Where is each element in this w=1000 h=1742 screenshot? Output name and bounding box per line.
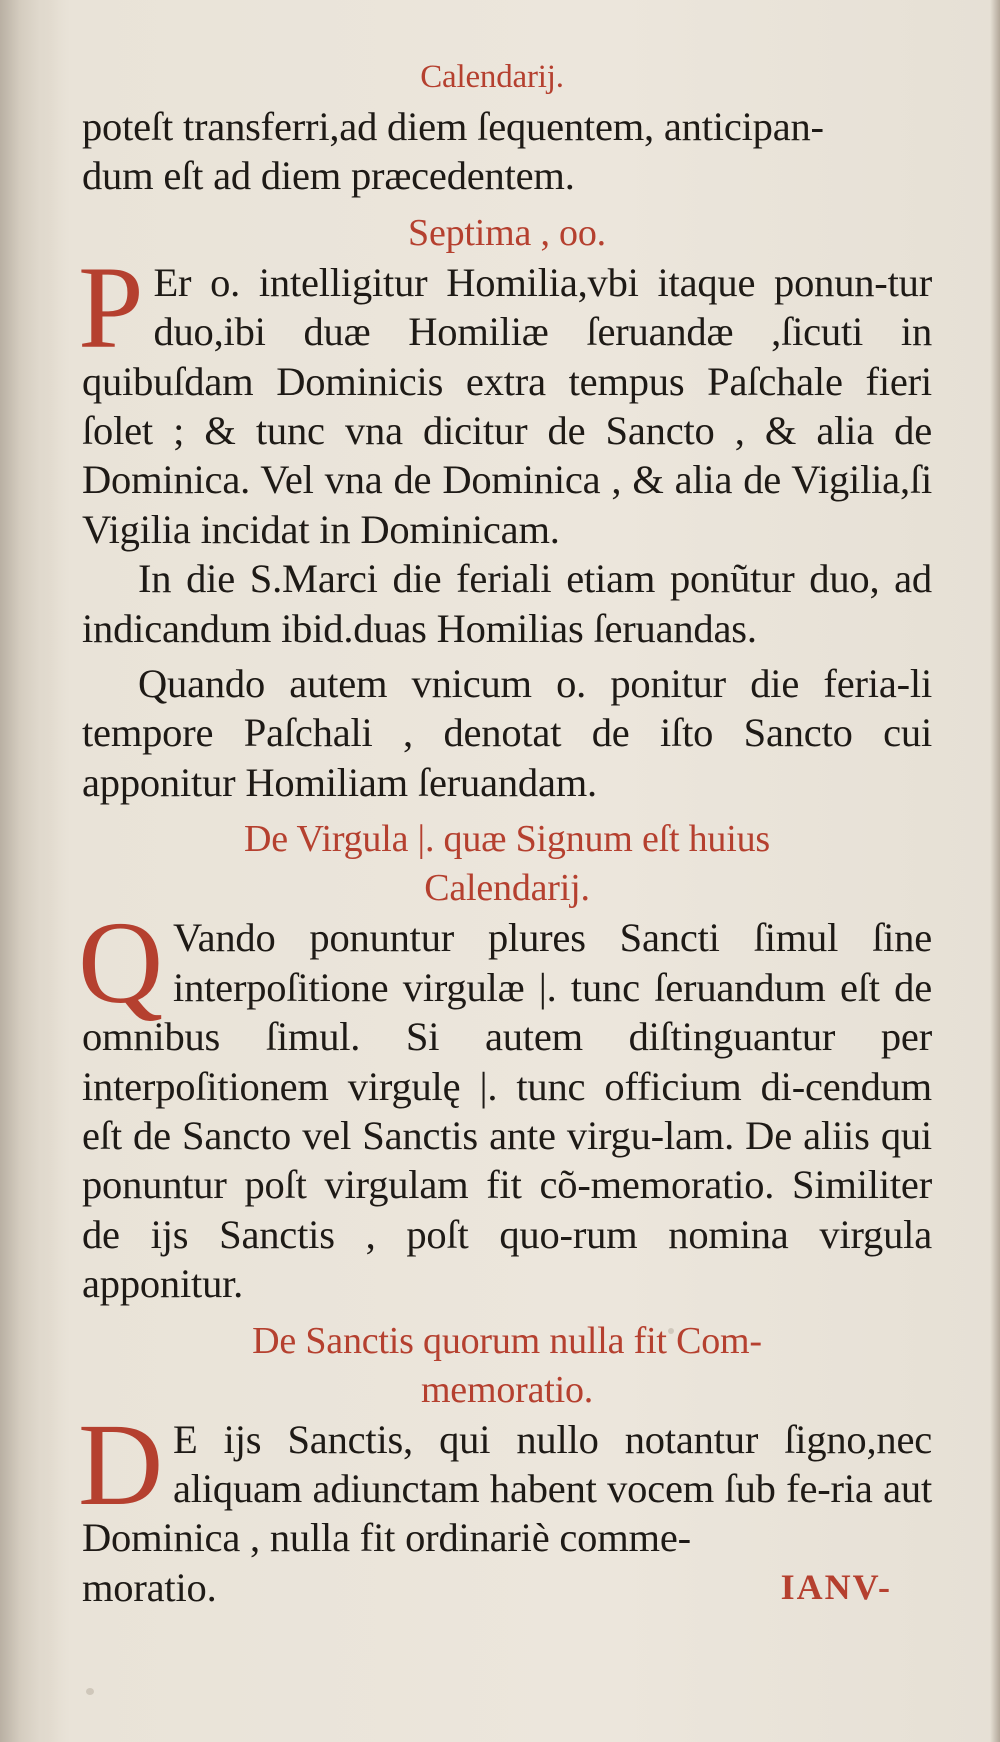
paragraph-sanctis — [78, 1398, 932, 1563]
page-gutter — [0, 0, 58, 1742]
page-text-block — [78, 52, 932, 1612]
last-word: moratio. — [82, 1564, 217, 1610]
intro-line-1: poteſt transferri,ad diem ſequentem, anticipan- — [82, 104, 824, 149]
section-heading-sanctis — [82, 1317, 932, 1415]
dropcap-d: D — [78, 1398, 164, 1530]
page-edge — [990, 0, 1000, 1742]
ink-speck — [86, 1688, 94, 1695]
section-heading-virgula-line2: Calendarij. — [424, 867, 590, 910]
paragraph-marci: In die S.Marci die feriali etiam ponũtur duo, ad indicandum ibid.duas Homilias ſeruandas. — [82, 556, 932, 651]
dropcap-p: P — [78, 241, 144, 373]
last-line — [82, 1563, 932, 1612]
section-heading-septima: Septima , oo. — [408, 211, 606, 254]
paragraph-homilia — [78, 241, 932, 554]
intro-line-2: dum eſt ad diem præcedentem. — [82, 153, 575, 199]
section-heading-virgula — [82, 815, 932, 913]
paragraph-virgula — [78, 897, 932, 1308]
catchword: IANV- — [780, 1566, 892, 1607]
dropcap-q: Q — [78, 897, 164, 1029]
paragraph-homilia-text: Er o. intelligitur Homilia,vbi itaque ponun-tur duo,ibi duæ Homiliæ ſeruandæ ,ſicuti in quibuſdam Dominicis extra tempus Paſchale fieri ſolet ; & tunc vna dicitur de Sancto , & alia de Dominica. Vel vna de Dominica , & alia de Vigilia,ſi Vigilia incidat in Dominicam. — [82, 259, 932, 552]
paragraph-vnicum: Quando autem vnicum o. ponitur die feria-li tempore Paſchali , denotat de iſto Sancto cui apponitur Homiliam ſeruandam. — [82, 661, 932, 805]
section-heading-virgula-line1: De Virgula |. quæ Signum eſt huius — [244, 818, 770, 861]
paragraph-virgula-text: Vando ponuntur plures Sancti ſimul ſine interpoſitione virgulæ |. tunc ſeruandum eſt de omnibus ſimul. Si autem diſtinguantur per interpoſitionem virgulę |. tunc officium di-cendum eſt de Sancto vel Sanctis ante virgu-lam. De aliis qui ponuntur poſt virgulam fit cõ-memoratio. Similiter de ijs Sanctis , poſt quo-rum nomina virgula apponitur. — [82, 915, 932, 1307]
running-head: Calendarij. — [420, 59, 564, 95]
section-heading-sanctis-line1: De Sanctis quorum nulla fit Com- — [252, 1319, 762, 1362]
paragraph-sanctis-text: E ijs Sanctis, qui nullo notantur ſigno,nec aliquam adiunctam habent vocem ſub fe-ria aut Dominica , nulla fit ordinariè comme- — [82, 1416, 932, 1561]
section-heading-sanctis-line2: memoratio. — [420, 1368, 594, 1411]
